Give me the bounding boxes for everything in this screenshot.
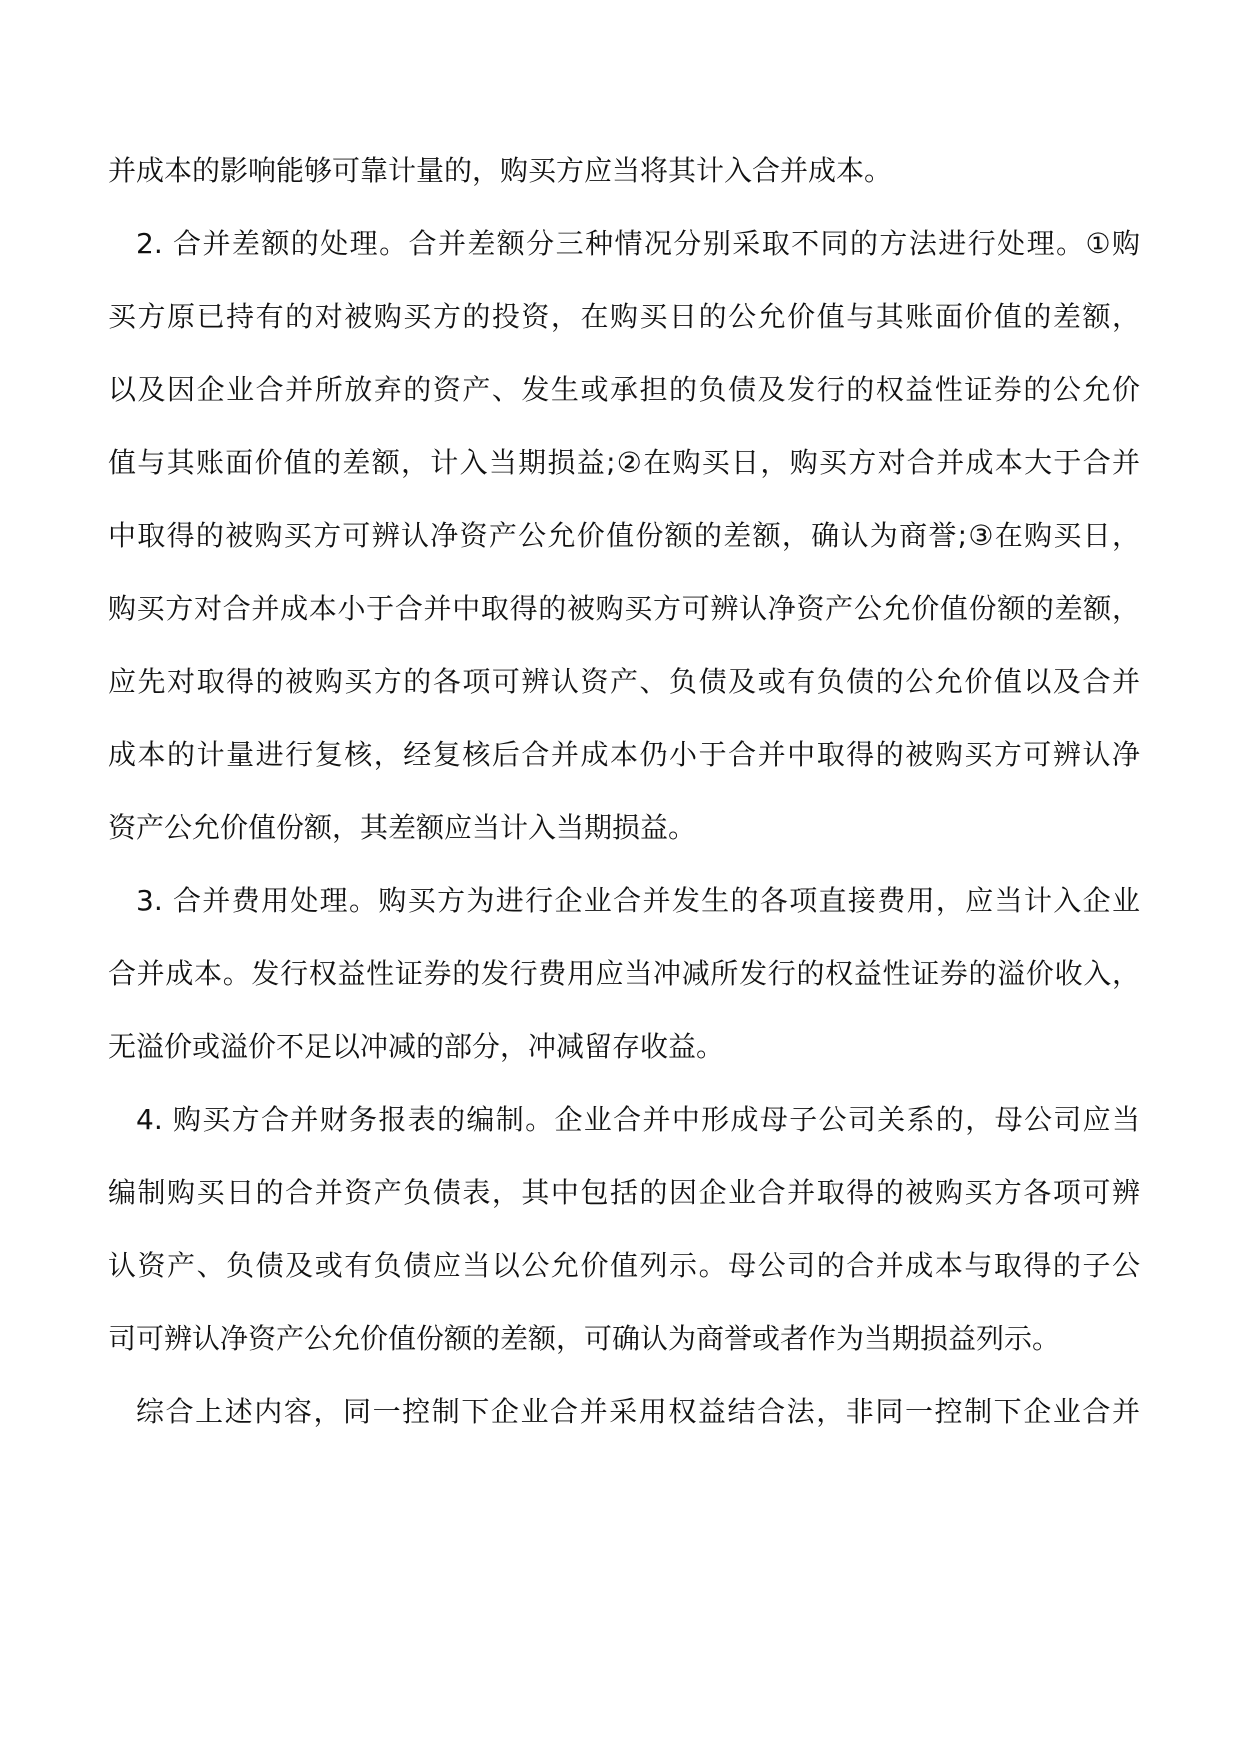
text-line: 成本的计量进行复核，经复核后合并成本仍小于合并中取得的被购买方可辨认净 — [108, 738, 1140, 771]
text-line: 购买方对合并成本小于合并中取得的被购买方可辨认净资产公允价值份额的差额， — [108, 592, 1140, 625]
text-line: 3. 合并费用处理。购买方为进行企业合并发生的各项直接费用，应当计入企业 — [136, 884, 1140, 917]
text-line: 资产公允价值份额，其差额应当计入当期损益。 — [108, 811, 697, 844]
text-line: 以及因企业合并所放弃的资产、发生或承担的负债及发行的权益性证券的公允价 — [108, 373, 1140, 406]
text-line: 无溢价或溢价不足以冲减的部分，冲减留存收益。 — [108, 1030, 725, 1063]
text-line: 买方原已持有的对被购买方的投资，在购买日的公允价值与其账面价值的差额， — [108, 300, 1140, 333]
text-line: 并成本的影响能够可靠计量的，购买方应当将其计入合并成本。 — [108, 154, 893, 187]
text-line: 综合上述内容，同一控制下企业合并采用权益结合法，非同一控制下企业合并 — [136, 1395, 1140, 1428]
text-line: 编制购买日的合并资产负债表，其中包括的因企业合并取得的被购买方各项可辨 — [108, 1176, 1140, 1209]
text-line: 中取得的被购买方可辨认净资产公允价值份额的差额，确认为商誉;③在购买日， — [108, 519, 1140, 552]
text-line: 4. 购买方合并财务报表的编制。企业合并中形成母子公司关系的，母公司应当 — [136, 1103, 1140, 1136]
text-line: 2. 合并差额的处理。合并差额分三种情况分别采取不同的方法进行处理。①购 — [136, 227, 1140, 260]
text-line: 认资产、负债及或有负债应当以公允价值列示。母公司的合并成本与取得的子公 — [108, 1249, 1140, 1282]
text-line: 合并成本。发行权益性证券的发行费用应当冲减所发行的权益性证券的溢价收入， — [108, 957, 1140, 990]
text-line: 值与其账面价值的差额，计入当期损益;②在购买日，购买方对合并成本大于合并 — [108, 446, 1140, 479]
text-line: 应先对取得的被购买方的各项可辨认资产、负债及或有负债的公允价值以及合并 — [108, 665, 1140, 698]
text-line: 司可辨认净资产公允价值份额的差额，可确认为商誉或者作为当期损益列示。 — [108, 1322, 1061, 1355]
